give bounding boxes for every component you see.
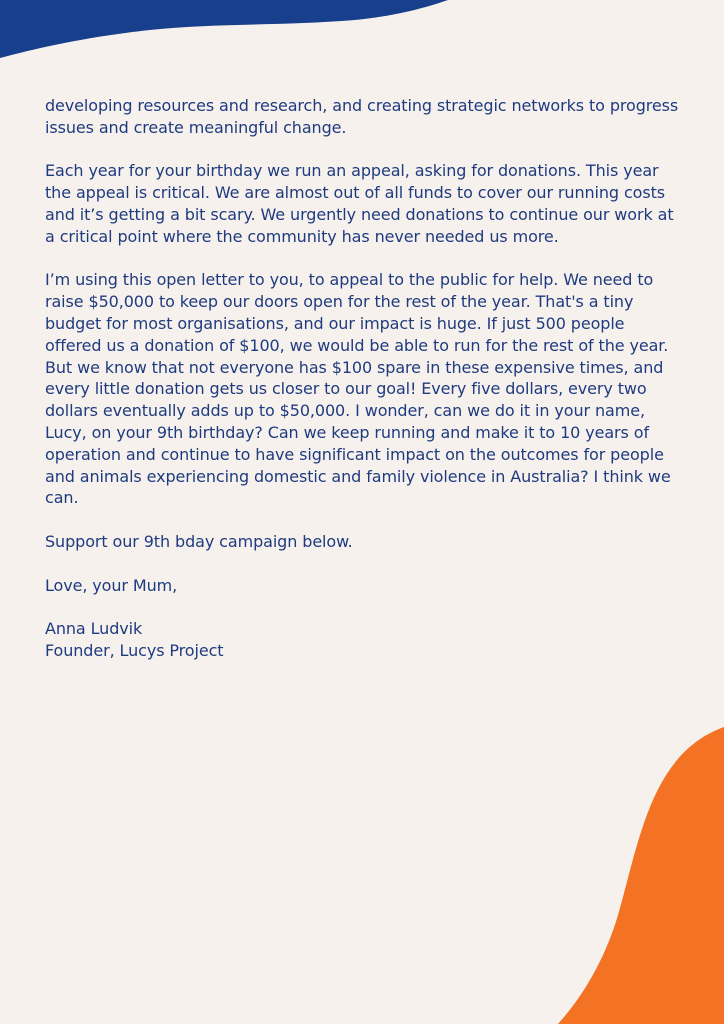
letter-body (45, 95, 685, 662)
letter-paragraph-intro-continuation: developing resources and research, and creating strategic networks to progress issues and create meaningful change. (45, 96, 679, 137)
top-wave-shape (0, 0, 448, 58)
letter-paragraph-fundraising-goal: I’m using this open letter to you, to appeal to the public for help. We need to raise $50,000 to keep our doors open for the rest of the year. That's a tiny budget for most organisations, and our impact is huge. If just 500 people offered us a donation of $100, we would be able to run for the rest of the year. But we know that not everyone has $100 spare in these expensive times, and every little donation gets us closer to our goal! Every five dollars, every two dollars eventually adds up to $50,000. I wonder, can we do it in your name, Lucy, on your 9th birthday? Can we keep running and make it to 10 years of operation and continue to have significant impact on the outcomes for people and animals experiencing domestic and family violence in Australia? I think we can. (45, 270, 671, 508)
signature-title: Founder, Lucys Project (45, 640, 224, 660)
signature-name: Anna Ludvik (45, 619, 143, 639)
letter-closing: Love, your Mum, (45, 575, 178, 595)
letter-paragraph-call-to-action: Support our 9th bday campaign below. (45, 531, 353, 551)
bottom-right-blob-shape (558, 727, 724, 1024)
letter-paragraph-appeal: Each year for your birthday we run an appeal, asking for donations. This year the appeal is critical. We are almost out of all funds to cover our running costs and it’s getting a bit scary. We urgently need donations to continue our work at a critical point where the community has never needed us more. (45, 161, 674, 246)
